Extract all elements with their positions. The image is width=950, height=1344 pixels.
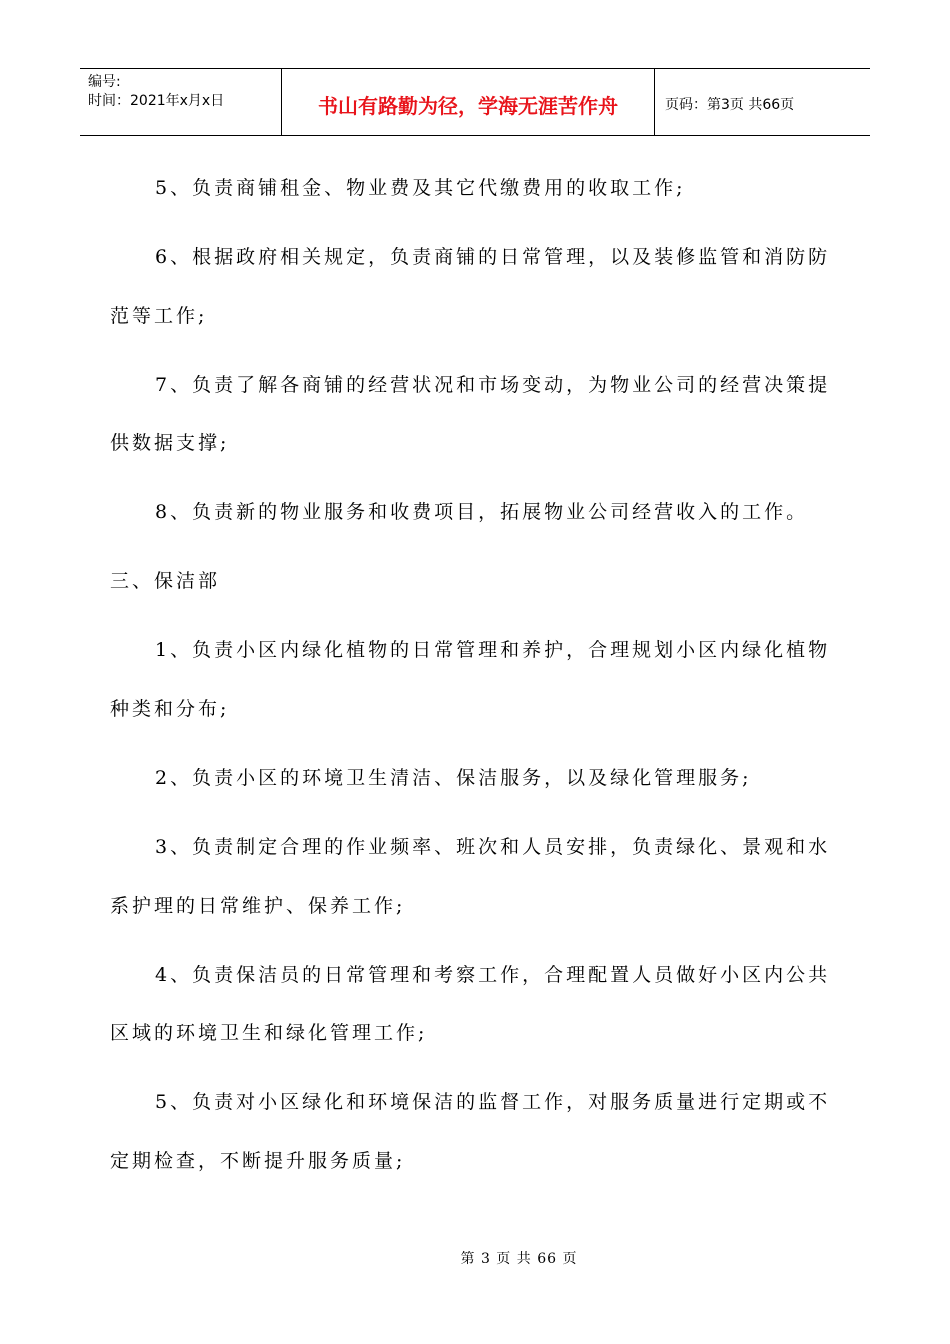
header-motto: 书山有路勤为径，学海无涯苦作舟 — [282, 69, 655, 135]
body-line: 5、负责商铺租金、物业费及其它代缴费用的收取工作; — [155, 177, 686, 199]
document-number-label: 编号: — [88, 74, 121, 90]
footer-page-number: 第 3 页 共 66 页 — [460, 1251, 578, 1267]
body-line: 定期检查，不断提升服务质量; — [110, 1150, 406, 1172]
body-line: 3、负责制定合理的作业频率、班次和人员安排，负责绿化、景观和水 — [155, 836, 831, 858]
body-line: 1、负责小区内绿化植物的日常管理和养护，合理规划小区内绿化植物 — [155, 639, 831, 661]
page-header — [80, 68, 870, 136]
body-line: 2、负责小区的环境卫生清洁、保洁服务，以及绿化管理服务; — [155, 767, 752, 789]
body-line: 供数据支撑; — [110, 432, 230, 454]
section-heading: 三、保洁部 — [110, 570, 221, 592]
body-line: 区域的环境卫生和绿化管理工作; — [110, 1022, 428, 1044]
body-line: 8、负责新的物业服务和收费项目，拓展物业公司经营收入的工作。 — [155, 501, 809, 523]
body-line: 6、根据政府相关规定，负责商铺的日常管理，以及装修监管和消防防 — [155, 246, 831, 268]
body-line: 系护理的日常维护、保养工作; — [110, 895, 406, 917]
body-line: 范等工作; — [110, 305, 208, 327]
document-date-label: 时间：2021年x月x日 — [88, 93, 225, 109]
body-line: 4、负责保洁员的日常管理和考察工作，合理配置人员做好小区内公共 — [155, 964, 831, 986]
body-line: 5、负责对小区绿化和环境保洁的监督工作，对服务质量进行定期或不 — [155, 1091, 831, 1113]
body-line: 7、负责了解各商铺的经营状况和市场变动，为物业公司的经营决策提 — [155, 374, 831, 396]
page-footer — [0, 1248, 950, 1268]
header-meta — [80, 69, 282, 135]
body-line: 种类和分布; — [110, 698, 230, 720]
header-page-number: 页码：第3页 共66页 — [665, 97, 795, 113]
